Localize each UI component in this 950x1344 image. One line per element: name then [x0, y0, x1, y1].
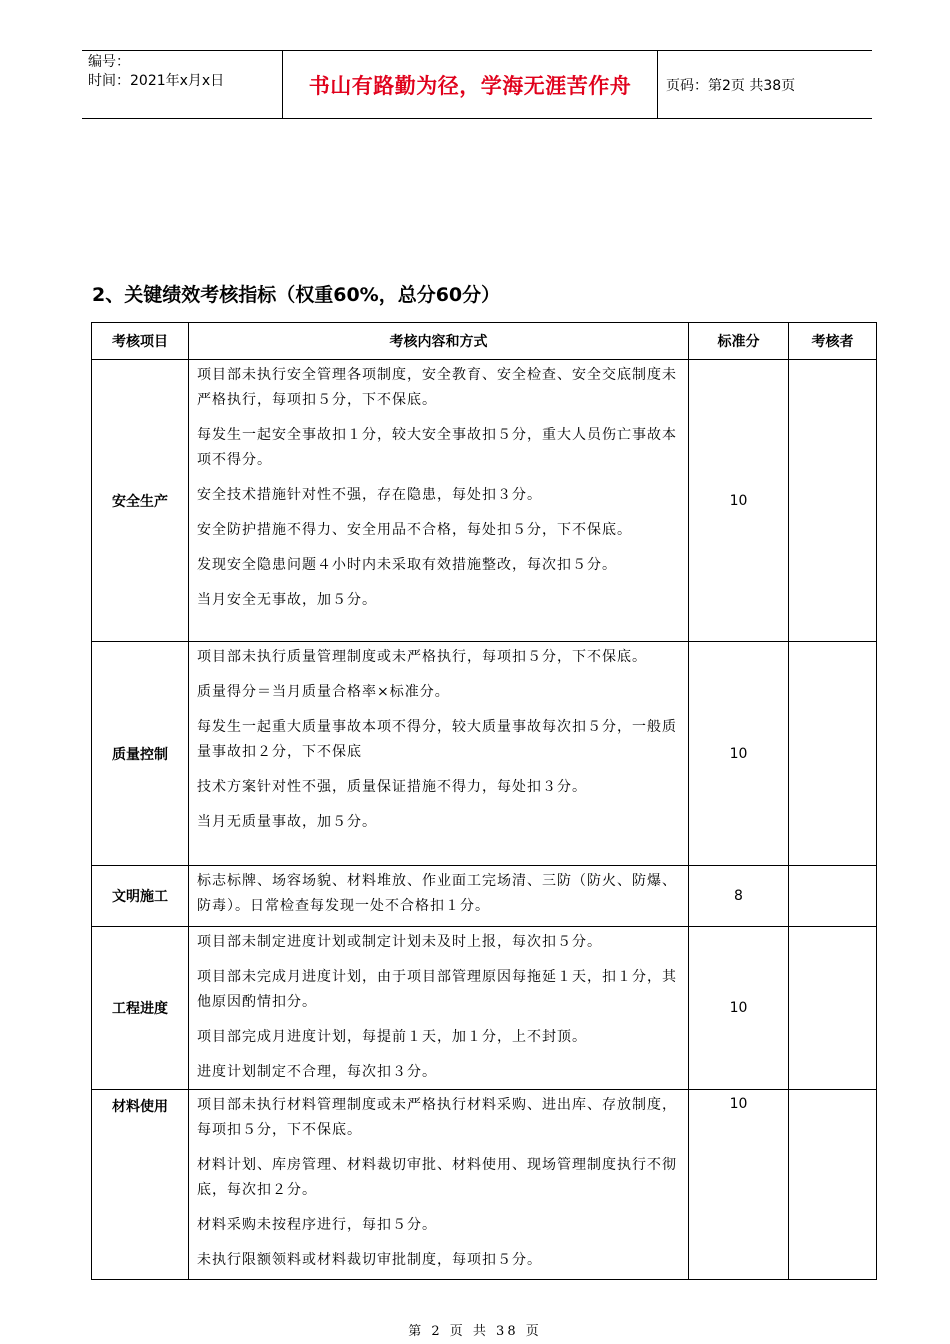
- kpi-table: [91, 322, 877, 1280]
- content-line: 项目部未制定进度计划或制定计划未及时上报，每次扣５分。: [197, 934, 602, 950]
- content-cell: [189, 866, 689, 927]
- content-line: 项目部未执行质量管理制度或未严格执行，每项扣５分，下不保底。: [197, 649, 647, 665]
- time-label: 时间：2021年x月x日: [88, 73, 225, 89]
- content-cell: [189, 1090, 689, 1280]
- content-line: 安全技术措施针对性不强，存在隐患，每处扣３分。: [197, 487, 542, 503]
- content-line: 材料计划、库房管理、材料裁切审批、材料使用、现场管理制度执行不彻底，每次扣２分。: [197, 1157, 677, 1198]
- content-cell: [189, 927, 689, 1090]
- assessor-cell: [789, 927, 877, 1090]
- content-cell: [189, 642, 689, 866]
- content-line: 标志标牌、场容场貌、材料堆放、作业面工完场清、三防（防火、防爆、防毒）。日常检查每发现一处不合格扣１分。: [197, 873, 677, 914]
- score-cell: 10: [689, 642, 789, 866]
- header-content: 考核内容和方式: [189, 323, 689, 360]
- content-line: 每发生一起安全事故扣１分，较大安全事故扣５分，重大人员伤亡事故本项不得分。: [197, 427, 677, 468]
- item-cell: 安全生产: [92, 360, 189, 642]
- content-line: 质量得分＝当月质量合格率×标准分。: [197, 684, 450, 700]
- score-cell: 10: [689, 1090, 789, 1280]
- header-score: 标准分: [689, 323, 789, 360]
- item-cell: 文明施工: [92, 866, 189, 927]
- content-line: 每发生一起重大质量事故本项不得分，较大质量事故每次扣５分，一般质量事故扣２分，下不保底: [197, 719, 677, 760]
- motto: 书山有路勤为径，学海无涯苦作舟: [282, 51, 658, 118]
- page-header: [82, 50, 872, 119]
- content-line: 安全防护措施不得力、安全用品不合格，每处扣５分，下不保底。: [197, 522, 632, 538]
- score-cell: 10: [689, 927, 789, 1090]
- content-line: 当月安全无事故，加５分。: [197, 592, 377, 608]
- content-line: 未执行限额领料或材料裁切审批制度，每项扣５分。: [197, 1252, 542, 1268]
- table-row: [92, 642, 877, 866]
- header-left: [88, 53, 224, 91]
- table-row: [92, 927, 877, 1090]
- header-item: 考核项目: [92, 323, 189, 360]
- item-cell: 工程进度: [92, 927, 189, 1090]
- content-line: 项目部完成月进度计划，每提前１天，加１分，上不封顶。: [197, 1029, 587, 1045]
- item-cell: 材料使用: [92, 1090, 189, 1280]
- header-assessor: 考核者: [789, 323, 877, 360]
- table-row: [92, 1090, 877, 1280]
- table-header-row: [92, 323, 877, 360]
- content-line: 技术方案针对性不强，质量保证措施不得力，每处扣３分。: [197, 779, 587, 795]
- content-line: 项目部未执行材料管理制度或未严格执行材料采购、进出库、存放制度，每项扣５分，下不保底。: [197, 1097, 677, 1138]
- content-line: 项目部未完成月进度计划，由于项目部管理原因每拖延１天，扣１分，其他原因酌情扣分。: [197, 969, 677, 1010]
- assessor-cell: [789, 866, 877, 927]
- table-row: [92, 866, 877, 927]
- page-footer: 第 2 页 共 38 页: [408, 1324, 542, 1339]
- content-line: 项目部未执行安全管理各项制度，安全教育、安全检查、安全交底制度未严格执行，每项扣５分，下不保底。: [197, 367, 677, 408]
- assessor-cell: [789, 360, 877, 642]
- assessor-cell: [789, 642, 877, 866]
- item-cell: 质量控制: [92, 642, 189, 866]
- content-line: 进度计划制定不合理，每次扣３分。: [197, 1064, 437, 1080]
- table-row: [92, 360, 877, 642]
- number-label: 编号：: [88, 54, 130, 70]
- content-cell: [189, 360, 689, 642]
- score-cell: 8: [689, 866, 789, 927]
- score-cell: 10: [689, 360, 789, 642]
- content-line: 材料采购未按程序进行，每扣５分。: [197, 1217, 437, 1233]
- content-line: 当月无质量事故，加５分。: [197, 814, 377, 830]
- page-info: 页码：第2页 共38页: [666, 77, 796, 94]
- section-title: 2、关键绩效考核指标（权重60%，总分60分）: [92, 284, 501, 306]
- assessor-cell: [789, 1090, 877, 1280]
- content-line: 发现安全隐患问题４小时内未采取有效措施整改，每次扣５分。: [197, 557, 617, 573]
